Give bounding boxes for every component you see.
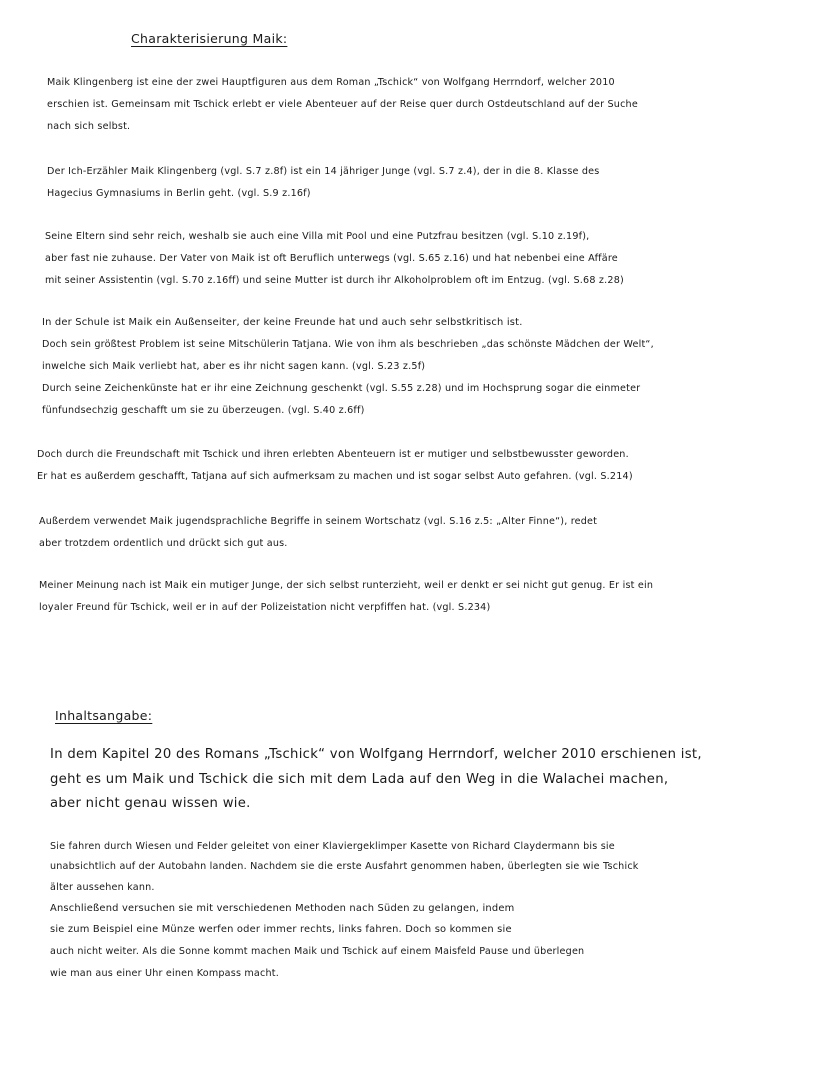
paragraph-3-line-1: Seine Eltern sind sehr reich, weshalb sie auch eine Villa mit Pool und eine Putzfrau besitzen (vgl. S.10 z.19f), [45, 231, 590, 242]
summary-intro-line-1: In dem Kapitel 20 des Romans „Tschick“ von Wolfgang Herrndorf, welcher 2010 erschienen ist, [50, 747, 702, 762]
paragraph-6-line-2: aber trotzdem ordentlich und drückt sich gut aus. [39, 538, 288, 549]
paragraph-1-line-1: Maik Klingenberg ist eine der zwei Hauptfiguren aus dem Roman „Tschick“ von Wolfgang Herrndorf, welcher 2010 [47, 77, 615, 88]
paragraph-5-line-1: Doch durch die Freundschaft mit Tschick und ihren erlebten Abenteuern ist er mutiger und selbstbewusster geworden. [37, 449, 629, 460]
summary-body-line-7: wie man aus einer Uhr einen Kompass macht. [50, 968, 279, 979]
summary-body-line-4: Anschließend versuchen sie mit verschiedenen Methoden nach Süden zu gelangen, indem [50, 903, 515, 914]
paragraph-1-line-3: nach sich selbst. [47, 121, 131, 132]
paragraph-2-line-1: Der Ich-Erzähler Maik Klingenberg (vgl. S.7 z.8f) ist ein 14 jähriger Junge (vgl. S.7 z.4), der in die 8. Klasse des [47, 166, 600, 177]
summary-body-line-6: auch nicht weiter. Als die Sonne kommt machen Maik und Tschick auf einem Maisfeld Pause und überlegen [50, 946, 585, 957]
paragraph-4-line-3: inwelche sich Maik verliebt hat, aber es ihr nicht sagen kann. (vgl. S.23 z.5f) [42, 361, 426, 372]
paragraph-2-line-2: Hagecius Gymnasiums in Berlin geht. (vgl. S.9 z.16f) [47, 188, 311, 199]
paragraph-5-line-2: Er hat es außerdem geschafft, Tatjana auf sich aufmerksam zu machen und ist sogar selbst Auto gefahren. (vgl. S.214) [37, 471, 633, 482]
paragraph-4-line-5: fünfundsechzig geschafft um sie zu überzeugen. (vgl. S.40 z.6ff) [42, 405, 365, 416]
summary-intro-line-2: geht es um Maik und Tschick die sich mit dem Lada auf den Weg in die Walachei machen, [50, 772, 669, 787]
paragraph-4-line-4: Durch seine Zeichenkünste hat er ihr eine Zeichnung geschenkt (vgl. S.55 z.28) und im Hochsprung sogar die einmeter [42, 383, 641, 394]
paragraph-4-line-2: Doch sein größtest Problem ist seine Mitschülerin Tatjana. Wie von ihm als beschrieben „das schönste Mädchen der Welt“, [42, 339, 654, 350]
summary-body-line-5: sie zum Beispiel eine Münze werfen oder immer rechts, links fahren. Doch so kommen sie [50, 924, 512, 935]
paragraph-4-line-1: In der Schule ist Maik ein Außenseiter, der keine Freunde hat und auch sehr selbstkritisch ist. [42, 317, 523, 328]
characterization-heading: Charakterisierung Maik: [131, 31, 288, 46]
paragraph-7-line-1: Meiner Meinung nach ist Maik ein mutiger Junge, der sich selbst runterzieht, weil er denkt er sei nicht gut genug. Er ist ein [39, 580, 654, 591]
summary-body-line-1: Sie fahren durch Wiesen und Felder geleitet von einer Klaviergeklimper Kasette von Richard Claydermann bis sie [50, 841, 615, 852]
paragraph-6-line-1: Außerdem verwendet Maik jugendsprachliche Begriffe in seinem Wortschatz (vgl. S.16 z.5: „Alter Finne“), redet [39, 516, 598, 527]
paragraph-3-line-2: aber fast nie zuhause. Der Vater von Maik ist oft Beruflich unterwegs (vgl. S.65 z.16) und hat nebenbei eine Affäre [45, 253, 618, 264]
paragraph-7-line-2: loyaler Freund für Tschick, weil er in auf der Polizeistation nicht verpfiffen hat. (vgl. S.234) [39, 602, 491, 613]
summary-heading: Inhaltsangabe: [55, 708, 153, 723]
paragraph-3-line-3: mit seiner Assistentin (vgl. S.70 z.16ff) und seine Mutter ist durch ihr Alkoholproblem oft im Entzug. (vgl. S.68 z.28) [45, 275, 624, 286]
summary-body-line-3: älter aussehen kann. [50, 882, 155, 893]
summary-intro-line-3: aber nicht genau wissen wie. [50, 796, 251, 811]
paragraph-1-line-2: erschien ist. Gemeinsam mit Tschick erlebt er viele Abenteuer auf der Reise quer durch Ostdeutschland auf der Suche [47, 99, 638, 110]
summary-body-line-2: unabsichtlich auf der Autobahn landen. Nachdem sie die erste Ausfahrt genommen haben, überlegten sie wie Tschick [50, 861, 639, 872]
